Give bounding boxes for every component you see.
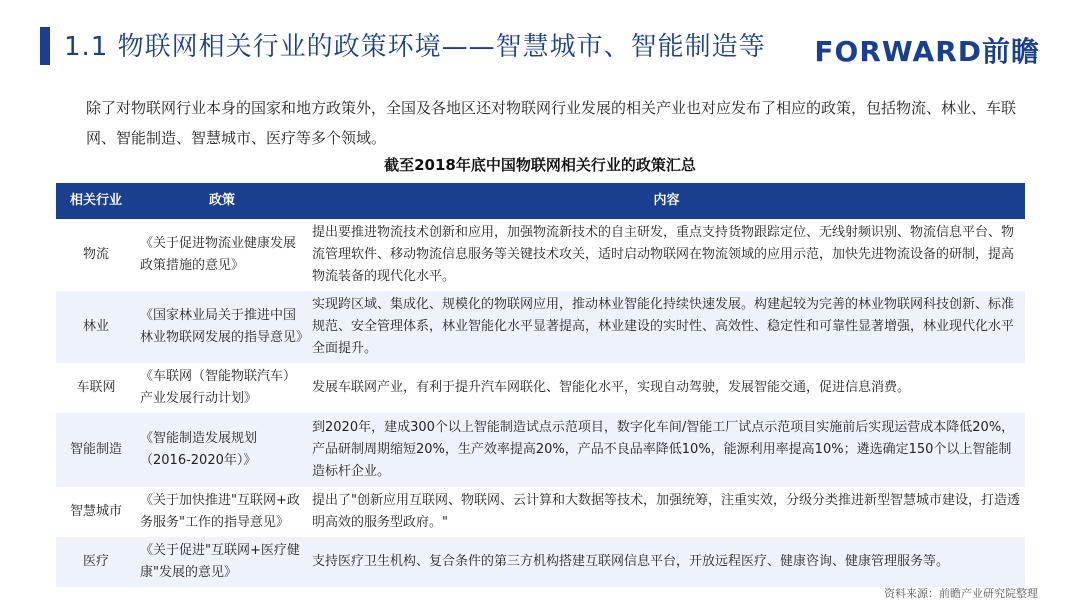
table-header-row: [56, 183, 1025, 219]
table-row: [56, 413, 1025, 487]
source-note: 资料来源：前瞻产业研究院整理: [884, 587, 1038, 600]
row-content: 到2020年，建成300个以上智能制造试点示范项目，数字化车间/智能工厂试点示范项目实施前后实现运营成本降低20%，产品研制周期缩短20%，生产效率提高20%，产品不良品率降低10%，能源利用率提高10%；遴选确定150个以上智能制造标杆企业。: [308, 413, 1025, 487]
page-title: 1.1 物联网相关行业的政策环境——智慧城市、智能制造等: [64, 32, 766, 62]
row-policy: 《关于促进物流业健康发展政策措施的意见》: [136, 219, 308, 291]
table-row: [56, 363, 1025, 413]
table-row: [56, 487, 1025, 537]
row-content: 支持医疗卫生机构、复合条件的第三方机构搭建互联网信息平台，开放远程医疗、健康咨询、健康管理服务等。: [308, 537, 1025, 587]
intro-text: 除了对物联网行业本身的国家和地方政策外，全国及各地区还对物联网行业发展的相关产业也对应发布了相应的政策，包括物流、林业、车联网、智能制造、智慧城市、医疗等多个领域。: [86, 99, 1017, 147]
brand-logo: FORWARD前瞻: [814, 35, 1040, 68]
row-content: 提出要推进物流技术创新和应用，加强物流新技术的自主研发，重点支持货物跟踪定位、无线射频识别、物流信息平台、物流管理软件、移动物流信息服务等关键技术攻关，适时启动物联网在物流领域的应用示范，加快先进物流设备的研制，提高物流装备的现代化水平。: [308, 219, 1025, 291]
table-row: [56, 219, 1025, 291]
row-policy: 《关于加快推进"互联网+政务服务"工作的指导意见》: [136, 487, 308, 537]
row-policy: 《关于促进"互联网+医疗健康"发展的意见》: [136, 537, 308, 587]
row-industry: 车联网: [56, 363, 136, 413]
title-accent-bar: [40, 27, 50, 65]
header-policy: 政策: [136, 183, 308, 219]
row-industry: 林业: [56, 291, 136, 363]
policy-table: [56, 183, 1025, 587]
row-policy: 《车联网（智能物联汽车）产业发展行动计划》: [136, 363, 308, 413]
row-industry: 智慧城市: [56, 487, 136, 537]
row-content: 提出了"创新应用互联网、物联网、云计算和大数据等技术，加强统筹，注重实效，分级分类推进新型智慧城市建设，打造透明高效的服务型政府。": [308, 487, 1025, 537]
row-industry: 物流: [56, 219, 136, 291]
row-industry: 智能制造: [56, 413, 136, 487]
row-policy: 《智能制造发展规划（2016-2020年）》: [136, 413, 308, 487]
table-title: 截至2018年底中国物联网相关行业的政策汇总: [384, 156, 696, 174]
header-content: 内容: [308, 183, 1025, 219]
intro-paragraph: [86, 93, 1036, 153]
table-row: [56, 291, 1025, 363]
row-industry: 医疗: [56, 537, 136, 587]
row-content: 实现跨区域、集成化、规模化的物联网应用，推动林业智能化持续快速发展。构建起较为完善的林业物联网科技创新、标准规范、安全管理体系，林业智能化水平显著提高，林业建设的实时性、高效性、稳定性和可靠性显著增强，林业现代化水平全面提升。: [308, 291, 1025, 363]
row-content: 发展车联网产业，有利于提升汽车网联化、智能化水平，实现自动驾驶，发展智能交通，促进信息消费。: [308, 363, 1025, 413]
table-row: [56, 537, 1025, 587]
header-industry: 相关行业: [56, 183, 136, 219]
row-policy: 《国家林业局关于推进中国林业物联网发展的指导意见》: [136, 291, 308, 363]
